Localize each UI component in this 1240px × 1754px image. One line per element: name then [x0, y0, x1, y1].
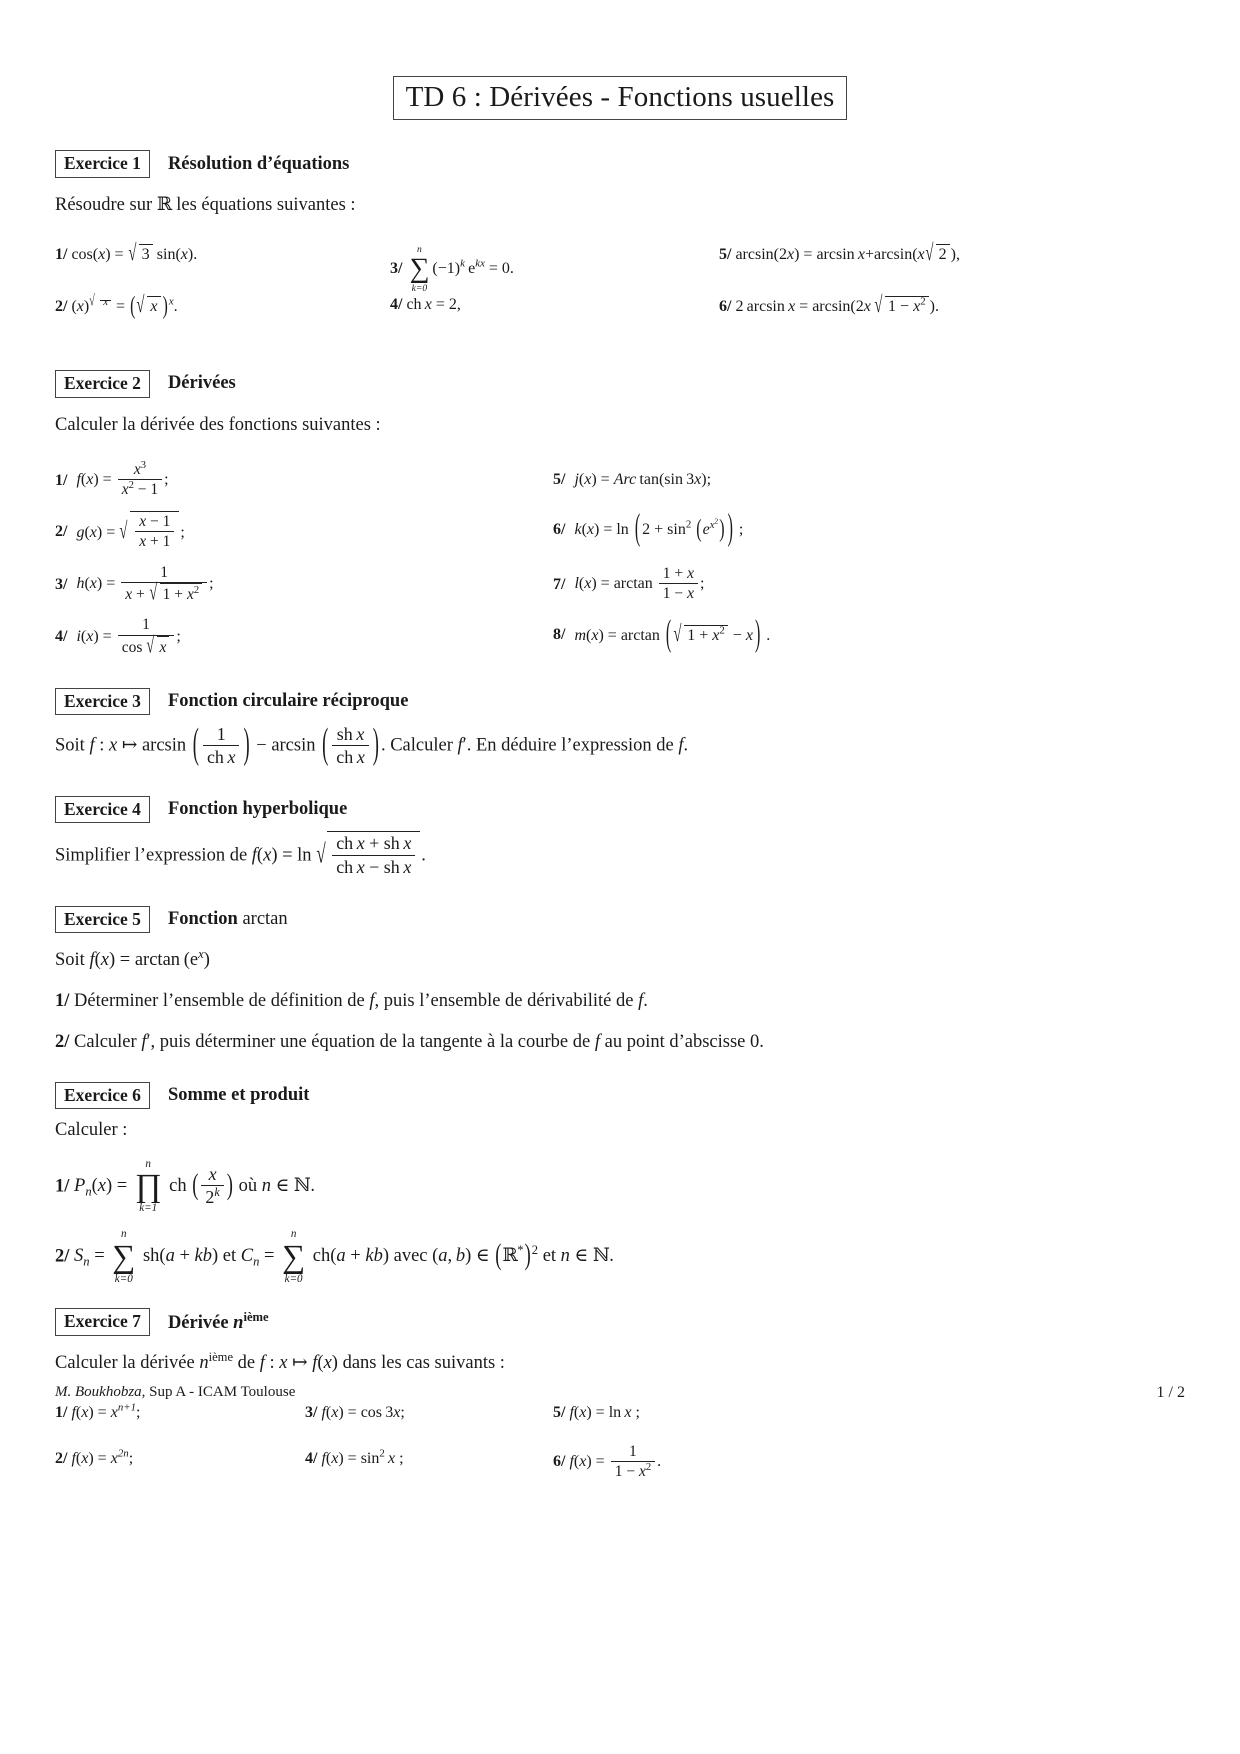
item-label: 4/ — [55, 628, 68, 646]
exercise-3-body: Soit f : x ↦ arcsin ( $\frac{1}{\text{ch x}}$ ) − arcsin ( $\frac{\text{sh x}}{\text{ch x}}$ ) . Calculer f′. En déduire l’expression de f. — [55, 722, 689, 769]
exercise-1-tag: Exercice 1 — [55, 150, 150, 177]
exercise-5-item-2 — [55, 1029, 1185, 1056]
exercise-7-item-3 — [305, 1404, 405, 1422]
exercise-7-item-5 — [553, 1404, 640, 1422]
item-text: Calculer f′, puis déterminer une équation de la tangente à la courbe de f au point d’abscisse 0. — [74, 1031, 764, 1052]
exercise-1-item-3 — [390, 244, 514, 295]
exercise-2-item-5 — [553, 460, 1113, 500]
item-expression: i(x) = $\frac{1}{\cos √ x}$ ; — [76, 616, 180, 659]
exercise-1-items — [55, 244, 1185, 336]
item-expression: f(x) = $\frac{x^3}{x^2 - 1}$ ; — [76, 459, 169, 498]
item-expression: ch x = 2, — [406, 296, 461, 314]
exercise-4-header — [55, 796, 1185, 823]
item-expression: cos(x) = √ 3 sin(x). — [71, 246, 197, 263]
footer-page-number: 1 / 2 — [1156, 1384, 1185, 1401]
page-title-container — [55, 76, 1185, 120]
item-expression: m(x) = arctan ( √ $1 + x^2 - x$ ) . — [574, 625, 770, 645]
exercise-7-header — [55, 1308, 1185, 1335]
item-label: 5/ — [553, 1404, 566, 1422]
item-label: 1/ — [55, 246, 68, 264]
item-expression: k(x) = ln ( $2 + \sin^2 (e^{x^2})$ ) ; — [574, 509, 744, 549]
item-label: 3/ — [55, 575, 68, 593]
exercise-4-title: Fonction hyperbolique — [167, 799, 348, 820]
exercise-7-item-1 — [55, 1404, 140, 1422]
item-expression: $f(x) = x^{2n}$; — [71, 1448, 134, 1468]
item-label: 1/ — [55, 471, 68, 489]
item-label: 6/ — [553, 1453, 566, 1471]
exercise-6-title: Somme et produit — [167, 1084, 310, 1105]
item-expression: g(x) = √ $\frac{x - 1}{x + 1}$ ; — [76, 511, 184, 554]
exercise-4-body: Simplifier l’expression de f(x) = ln √ $\frac{\text{ch x + sh x}}{\text{ch x − sh x}}$ . — [55, 831, 1185, 880]
item-label: 6/ — [553, 521, 566, 539]
exercise-7-tag: Exercice 7 — [55, 1308, 150, 1335]
item-expression: l(x) = arctan $\frac{1 + x}{1 - x}$ ; — [574, 564, 705, 602]
item-label: 1/ — [55, 1404, 68, 1422]
exercise-7-item-6 — [553, 1442, 661, 1483]
exercise-2-item-7 — [553, 564, 1113, 605]
exercise-1-item-1 — [55, 244, 197, 264]
item-expression: n ∑ k=0 $(-1)^k$ $e^{kx} = 0$. — [409, 244, 514, 294]
exercise-2-item-4 — [55, 616, 525, 659]
exercise-5-title-bold: Fonction — [167, 909, 238, 930]
exercise-7-items — [55, 1404, 1185, 1496]
item-expression: f(x) = cos 3x; — [321, 1404, 405, 1422]
item-label: 4/ — [390, 296, 403, 314]
item-label: 8/ — [553, 625, 566, 643]
exercise-5-line-0: Soit $f(x) = \arctan (e^x)$ — [55, 947, 210, 971]
footer-author: M. Boukhobza — [55, 1384, 142, 1400]
exercise-2-tag: Exercice 2 — [55, 370, 150, 397]
exercise-3-tag: Exercice 3 — [55, 688, 150, 715]
item-label: 5/ — [553, 471, 566, 489]
item-label: 2/ — [55, 1031, 70, 1052]
exercise-5-item-1 — [55, 988, 1185, 1015]
exercise-1-header — [55, 150, 1185, 177]
exercise-6-item-2 — [55, 1228, 1185, 1286]
item-label: 5/ — [719, 246, 732, 264]
item-label: 3/ — [305, 1404, 318, 1422]
item-expression: $P_n(x)$ = n ∏ k=1 ch ( $\frac{x}{2^k}$ ) où n ∈ ℕ. — [74, 1157, 315, 1215]
item-expression: $f(x) = \sin^2 x$ ; — [321, 1448, 404, 1468]
item-label: 2/ — [55, 1246, 70, 1267]
item-label: 6/ — [719, 298, 732, 316]
item-expression: f(x) = $\frac{1}{1 - x^2}$ . — [569, 1442, 662, 1481]
item-label: 2/ — [55, 298, 68, 316]
item-label: 1/ — [55, 1176, 70, 1197]
item-label: 1/ — [55, 990, 70, 1011]
item-expression: $S_n$ = n ∑ k=0 sh(a + kb) et $C_n$ = n ∑ k=0 ch(a + kb) avec (a, b) ∈ (ℝ*)$^2$ et n ∈ ℕ. — [74, 1228, 614, 1285]
item-expression: 2 arcsin x = arcsin(2x √ $1 - x^2$ ). — [735, 298, 939, 315]
exercise-6-intro: Calculer : — [55, 1119, 128, 1140]
exercise-7-title-order: $n^{ième}$ — [233, 1309, 269, 1334]
exercise-7-title-prefix: Dérivée — [167, 1313, 229, 1334]
exercise-6-tag: Exercice 6 — [55, 1082, 150, 1109]
exercise-7-intro: Calculer la dérivée $n^{ième}$ de f : x ↦ f(x) dans les cas suivants : — [55, 1349, 505, 1373]
exercise-5-header — [55, 906, 1185, 933]
item-label: 7/ — [553, 575, 566, 593]
exercise-1-title: Résolution d’équations — [167, 153, 350, 174]
exercise-2-header — [55, 370, 1185, 397]
exercise-5-title-rm: arctan — [242, 909, 288, 930]
footer-affiliation: , Sup A - ICAM Toulouse — [141, 1384, 296, 1400]
exercise-3-header — [55, 688, 1185, 715]
exercise-4-tag: Exercice 4 — [55, 796, 150, 823]
exercise-2-intro: Calculer la dérivée des fonctions suivantes : — [55, 414, 381, 435]
exercise-2-title: Dérivées — [167, 373, 236, 394]
item-expression: h(x) = $\frac{1}{x + √ 1 + x^2}$ ; — [76, 563, 213, 606]
exercise-6-item-1 — [55, 1158, 1185, 1216]
exercise-2-item-1 — [55, 460, 525, 501]
page-title: TD 6 : Dérivées - Fonctions usuelles — [393, 76, 848, 120]
exercise-3-title: Fonction circulaire réciproque — [167, 691, 409, 712]
item-label: 4/ — [305, 1450, 318, 1468]
exercise-7-item-4 — [305, 1450, 404, 1468]
exercise-1-item-2 — [55, 292, 178, 320]
exercise-7-title — [168, 1310, 269, 1334]
exercise-5-tag: Exercice 5 — [55, 906, 150, 933]
item-expression: j(x) = Arc tan(sin 3x); — [574, 471, 712, 489]
item-expression: f(x) = ln x ; — [569, 1404, 640, 1422]
item-label: 2/ — [55, 523, 68, 541]
exercise-1-item-6 — [719, 296, 939, 316]
exercise-2-item-3 — [55, 563, 525, 606]
item-label: 3/ — [390, 260, 403, 278]
exercise-2-items — [55, 460, 1185, 660]
exercise-2-item-6 — [553, 510, 1113, 550]
exercise-1-item-4 — [390, 296, 461, 314]
exercise-2-item-2 — [55, 511, 525, 554]
item-expression: arcsin(2x) = arcsin x+arcsin(x √ 2 ), — [735, 246, 960, 263]
item-text: Déterminer l’ensemble de définition de f, puis l’ensemble de dérivabilité de f. — [74, 990, 648, 1011]
item-expression: (x) √ $^x$ = ( √ x )$^x$. — [71, 298, 177, 315]
item-expression: $f(x) = x^{n+1}$; — [71, 1402, 141, 1422]
exercise-5-title — [168, 909, 288, 930]
exercise-2-item-8 — [553, 615, 1113, 655]
exercise-1-intro: Résoudre sur ℝ les équations suivantes : — [55, 193, 356, 215]
exercise-1-item-5 — [719, 244, 960, 264]
exercise-6-header — [55, 1082, 1185, 1109]
item-label: 2/ — [55, 1450, 68, 1468]
page-footer — [55, 1384, 1185, 1402]
footer-left — [55, 1384, 295, 1402]
exercise-7-item-2 — [55, 1450, 133, 1468]
